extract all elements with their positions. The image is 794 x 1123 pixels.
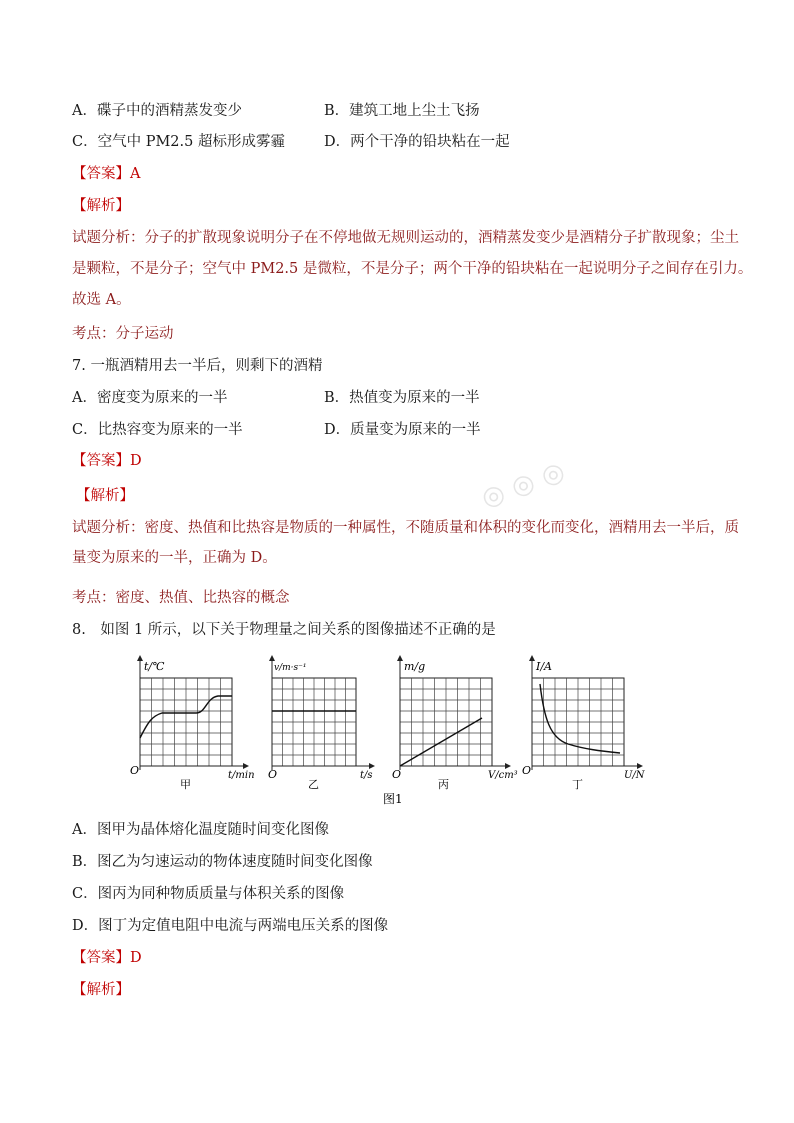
answer-value: D: [130, 453, 142, 469]
q7-option-a: A．密度变为原来的一半: [72, 390, 228, 406]
q7-option-d: D．质量变为原来的一半: [324, 422, 481, 438]
graph-ylabel: m/g: [404, 660, 426, 673]
graph-name: 丙: [438, 778, 449, 791]
graph-ding: [522, 658, 646, 791]
q6-option-d: D．两个干净的铅块粘在一起: [324, 134, 510, 150]
q6-analysis-line3: 故选 A。: [72, 292, 131, 308]
graph-jia: [130, 658, 255, 791]
q8-analysis-label: 【解析】: [72, 982, 130, 998]
answer-value: A: [130, 166, 141, 182]
origin-label: O: [268, 768, 278, 781]
graph-ylabel: v/m·s⁻¹: [274, 663, 307, 673]
q8-option-d: D．图丁为定值电阻中电流与两端电压关系的图像: [72, 918, 389, 934]
graph-ylabel: t/℃: [144, 660, 165, 673]
q6-option-c: C．空气中 PM2.5 超标形成雾霾: [72, 134, 285, 150]
graph-bing: [400, 658, 518, 791]
graph-xlabel: t/min: [228, 770, 255, 781]
q7-kaodian: 考点：密度、热值、比热容的概念: [72, 590, 290, 606]
figure-caption: 图1: [383, 792, 403, 806]
q6-analysis-label: 【解析】: [72, 198, 130, 214]
graph-xlabel: U/N: [624, 770, 645, 781]
q6-option-a: A．碟子中的酒精蒸发变少: [72, 103, 242, 119]
origin-label: O: [130, 764, 140, 777]
answer-value: D: [130, 950, 142, 966]
graph-name: 甲: [180, 778, 191, 791]
q7-analysis-line1: 试题分析：密度、热值和比热容是物质的一种属性，不随质量和体积的变化而变化，酒精用去一半后，质: [72, 520, 739, 536]
graph-xlabel: t/s: [360, 770, 373, 781]
figure-1: [128, 648, 648, 808]
q7-option-b: B．热值变为原来的一半: [324, 390, 480, 406]
q7-answer: [72, 451, 142, 471]
origin-label: O: [392, 768, 402, 781]
graph-ylabel: I/A: [536, 660, 552, 673]
answer-label: 【答案】: [72, 950, 130, 966]
figure-1-graphs: [128, 648, 648, 808]
origin-label: O: [522, 764, 532, 777]
q7-option-c: C．比热容变为原来的一半: [72, 422, 243, 438]
graph-name: 丁: [572, 778, 583, 791]
graph-name: 乙: [308, 778, 319, 791]
q6-option-b: B．建筑工地上尘土飞扬: [324, 103, 480, 119]
graph-yi: [272, 658, 373, 791]
q6-answer: [72, 164, 140, 184]
q7-stem: 7. 一瓶酒精用去一半后，则剩下的酒精: [72, 358, 323, 374]
q7-analysis-label: 【解析】: [76, 488, 134, 504]
q8-option-c: C．图丙为同种物质质量与体积关系的图像: [72, 886, 345, 902]
q8-option-b: B．图乙为匀速运动的物体速度随时间变化图像: [72, 854, 373, 870]
graph-xlabel: V/cm³: [488, 770, 518, 781]
q6-analysis-line1: 试题分析：分子的扩散现象说明分子在不停地做无规则运动的，酒精蒸发变少是酒精分子扩散现象；尘土: [72, 230, 739, 246]
q8-option-a: A．图甲为晶体熔化温度随时间变化图像: [72, 822, 329, 838]
q8-answer: [72, 948, 142, 968]
answer-label: 【答案】: [72, 166, 130, 182]
q6-analysis-line2: 是颗粒，不是分子；空气中 PM2.5 是微粒，不是分子；两个干净的铅块粘在一起说明分子之间存在引力。: [72, 261, 753, 277]
q7-analysis-line2: 量变为原来的一半，正确为 D。: [72, 550, 277, 566]
q6-kaodian: 考点：分子运动: [72, 326, 174, 342]
q8-stem: 8. 如图 1 所示，以下关于物理量之间关系的图像描述不正确的是: [72, 622, 496, 638]
answer-label: 【答案】: [72, 453, 130, 469]
watermark: ◎ ◎ ◎: [477, 456, 569, 514]
